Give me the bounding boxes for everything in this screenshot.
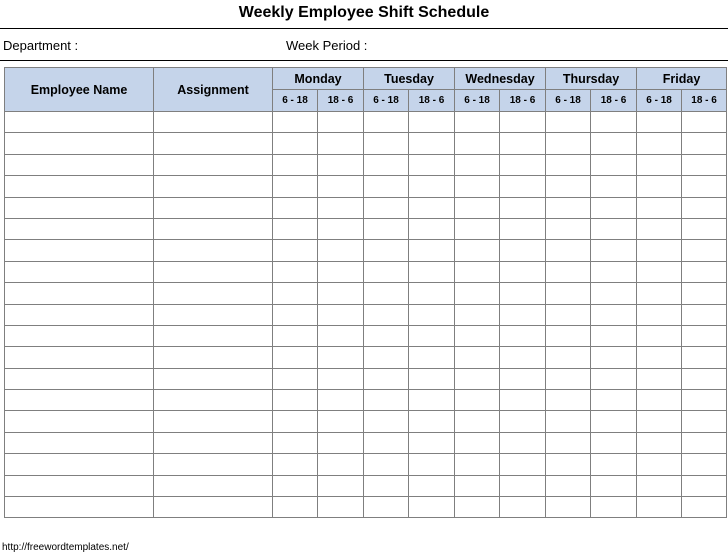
shift-cell[interactable]: [409, 325, 455, 346]
shift-cell[interactable]: [591, 304, 637, 325]
shift-cell[interactable]: [409, 240, 455, 261]
employee-name-cell[interactable]: [5, 261, 154, 282]
shift-cell[interactable]: [409, 154, 455, 175]
table-row: [5, 411, 727, 432]
shift-cell[interactable]: [364, 325, 409, 346]
shift-cell[interactable]: [318, 475, 364, 496]
shift-cell[interactable]: [500, 347, 546, 368]
shift-cell[interactable]: [318, 218, 364, 239]
shift-cell[interactable]: [591, 497, 637, 518]
shift-cell[interactable]: [455, 432, 500, 453]
shift-cell[interactable]: [364, 432, 409, 453]
shift-cell[interactable]: [591, 240, 637, 261]
shift-cell[interactable]: [637, 454, 682, 475]
day-header-wednesday: Wednesday: [455, 68, 546, 90]
shift-cell[interactable]: [500, 133, 546, 154]
shift-cell[interactable]: [318, 154, 364, 175]
shift-cell[interactable]: [409, 133, 455, 154]
shift-cell[interactable]: [500, 112, 546, 133]
shift-cell[interactable]: [409, 390, 455, 411]
shift-cell[interactable]: [682, 197, 727, 218]
shift-cell[interactable]: [591, 432, 637, 453]
employee-name-header: Employee Name: [5, 68, 154, 112]
shift-cell[interactable]: [409, 497, 455, 518]
shift-cell[interactable]: [409, 176, 455, 197]
shift-cell[interactable]: [318, 454, 364, 475]
shift-cell[interactable]: [318, 133, 364, 154]
shift-cell[interactable]: [318, 112, 364, 133]
shift-cell[interactable]: [455, 240, 500, 261]
shift-cell[interactable]: [409, 283, 455, 304]
shift-cell[interactable]: [546, 304, 591, 325]
shift-cell[interactable]: [273, 154, 318, 175]
day-header-friday: Friday: [637, 68, 727, 90]
shift-cell[interactable]: [637, 497, 682, 518]
shift-cell[interactable]: [546, 197, 591, 218]
shift-cell[interactable]: [682, 176, 727, 197]
shift-cell[interactable]: [455, 497, 500, 518]
assignment-header: Assignment: [154, 68, 273, 112]
shift-cell[interactable]: [364, 304, 409, 325]
shift-cell[interactable]: [409, 368, 455, 389]
shift-cell[interactable]: [591, 390, 637, 411]
assignment-cell[interactable]: [154, 283, 273, 304]
shift-cell[interactable]: [500, 497, 546, 518]
shift-cell[interactable]: [637, 218, 682, 239]
shift-cell[interactable]: [409, 304, 455, 325]
shift-cell[interactable]: [546, 347, 591, 368]
employee-name-cell[interactable]: [5, 154, 154, 175]
shift-cell[interactable]: [273, 240, 318, 261]
shift-cell[interactable]: [637, 112, 682, 133]
shift-cell[interactable]: [318, 176, 364, 197]
shift-cell[interactable]: [364, 411, 409, 432]
shift-cell[interactable]: [273, 347, 318, 368]
shift-cell[interactable]: [682, 283, 727, 304]
shift-cell[interactable]: [637, 261, 682, 282]
shift-cell[interactable]: [500, 390, 546, 411]
shift-cell[interactable]: [364, 390, 409, 411]
shift-cell[interactable]: [318, 304, 364, 325]
shift-cell[interactable]: [637, 283, 682, 304]
schedule-body: [5, 112, 727, 518]
shift-cell[interactable]: [500, 218, 546, 239]
shift-cell[interactable]: [591, 197, 637, 218]
shift-cell[interactable]: [682, 497, 727, 518]
shift-cell[interactable]: [273, 112, 318, 133]
shift-cell[interactable]: [591, 176, 637, 197]
shift-cell[interactable]: [364, 240, 409, 261]
shift-cell[interactable]: [637, 197, 682, 218]
shift-cell[interactable]: [591, 261, 637, 282]
assignment-cell[interactable]: [154, 133, 273, 154]
shift-cell[interactable]: [455, 154, 500, 175]
shift-cell[interactable]: [500, 432, 546, 453]
assignment-cell[interactable]: [154, 154, 273, 175]
assignment-cell[interactable]: [154, 261, 273, 282]
assignment-cell[interactable]: [154, 325, 273, 346]
shift-cell[interactable]: [273, 432, 318, 453]
shift-cell[interactable]: [364, 283, 409, 304]
shift-cell[interactable]: [318, 240, 364, 261]
employee-name-cell[interactable]: [5, 368, 154, 389]
employee-name-cell[interactable]: [5, 325, 154, 346]
shift-cell[interactable]: [637, 475, 682, 496]
table-row: [5, 240, 727, 261]
shift-cell[interactable]: [682, 432, 727, 453]
shift-cell[interactable]: [682, 218, 727, 239]
shift-cell[interactable]: [364, 133, 409, 154]
assignment-cell[interactable]: [154, 454, 273, 475]
shift-cell[interactable]: [546, 325, 591, 346]
shift-cell[interactable]: [637, 133, 682, 154]
table-row: [5, 304, 727, 325]
table-row: [5, 497, 727, 518]
shift-cell[interactable]: [455, 304, 500, 325]
shift-cell[interactable]: [546, 368, 591, 389]
shift-cell[interactable]: [318, 197, 364, 218]
shift-cell[interactable]: [546, 497, 591, 518]
shift-cell[interactable]: [318, 390, 364, 411]
shift-cell[interactable]: [500, 240, 546, 261]
shift-cell[interactable]: [637, 325, 682, 346]
table-row: [5, 176, 727, 197]
shift-cell[interactable]: [500, 304, 546, 325]
shift-cell[interactable]: [273, 218, 318, 239]
employee-name-cell[interactable]: [5, 411, 154, 432]
shift-cell[interactable]: [273, 304, 318, 325]
shift-cell[interactable]: [409, 475, 455, 496]
fields-divider: [0, 60, 728, 61]
shift-cell[interactable]: [455, 390, 500, 411]
table-row: [5, 112, 727, 133]
shift-cell[interactable]: [591, 411, 637, 432]
shift-cell[interactable]: [682, 261, 727, 282]
employee-name-cell[interactable]: [5, 390, 154, 411]
assignment-cell[interactable]: [154, 176, 273, 197]
shift-cell[interactable]: [364, 218, 409, 239]
shift-cell[interactable]: [637, 411, 682, 432]
shift-cell[interactable]: [682, 325, 727, 346]
shift-cell[interactable]: [455, 347, 500, 368]
shift-header-monday-day: 6 - 18: [273, 90, 318, 112]
shift-cell[interactable]: [273, 411, 318, 432]
day-header-monday: Monday: [273, 68, 364, 90]
shift-header-wednesday-night: 18 - 6: [500, 90, 546, 112]
shift-cell[interactable]: [546, 112, 591, 133]
shift-cell[interactable]: [682, 411, 727, 432]
table-row: [5, 283, 727, 304]
shift-cell[interactable]: [500, 283, 546, 304]
shift-cell[interactable]: [364, 497, 409, 518]
department-label: Department :: [3, 38, 79, 53]
employee-name-cell[interactable]: [5, 454, 154, 475]
shift-cell[interactable]: [546, 411, 591, 432]
table-row: [5, 261, 727, 282]
shift-cell[interactable]: [546, 176, 591, 197]
shift-cell[interactable]: [682, 154, 727, 175]
shift-cell[interactable]: [455, 411, 500, 432]
table-row: [5, 454, 727, 475]
shift-cell[interactable]: [546, 390, 591, 411]
assignment-cell[interactable]: [154, 240, 273, 261]
shift-cell[interactable]: [455, 454, 500, 475]
shift-header-tuesday-night: 18 - 6: [409, 90, 455, 112]
shift-cell[interactable]: [591, 154, 637, 175]
shift-cell[interactable]: [318, 347, 364, 368]
shift-cell[interactable]: [318, 368, 364, 389]
employee-name-cell[interactable]: [5, 218, 154, 239]
shift-cell[interactable]: [591, 454, 637, 475]
shift-cell[interactable]: [409, 411, 455, 432]
shift-cell[interactable]: [455, 368, 500, 389]
shift-cell[interactable]: [637, 368, 682, 389]
week-period-label: Week Period :: [286, 38, 368, 53]
shift-cell[interactable]: [364, 112, 409, 133]
footer-url: http://freewordtemplates.net/: [2, 542, 129, 553]
shift-cell[interactable]: [500, 475, 546, 496]
shift-cell[interactable]: [273, 475, 318, 496]
shift-cell[interactable]: [318, 432, 364, 453]
shift-cell[interactable]: [273, 133, 318, 154]
table-row: [5, 432, 727, 453]
day-header-tuesday: Tuesday: [364, 68, 455, 90]
shift-cell[interactable]: [546, 133, 591, 154]
shift-cell[interactable]: [273, 368, 318, 389]
shift-cell[interactable]: [318, 411, 364, 432]
assignment-cell[interactable]: [154, 475, 273, 496]
assignment-cell[interactable]: [154, 218, 273, 239]
shift-cell[interactable]: [591, 112, 637, 133]
shift-cell[interactable]: [637, 176, 682, 197]
shift-cell[interactable]: [546, 475, 591, 496]
shift-cell[interactable]: [455, 176, 500, 197]
assignment-cell[interactable]: [154, 411, 273, 432]
shift-cell[interactable]: [409, 432, 455, 453]
shift-cell[interactable]: [591, 475, 637, 496]
shift-cell[interactable]: [455, 283, 500, 304]
shift-cell[interactable]: [455, 325, 500, 346]
shift-cell[interactable]: [637, 240, 682, 261]
shift-cell[interactable]: [273, 497, 318, 518]
shift-cell[interactable]: [409, 347, 455, 368]
shift-cell[interactable]: [682, 368, 727, 389]
shift-cell[interactable]: [682, 112, 727, 133]
shift-cell[interactable]: [364, 197, 409, 218]
shift-cell[interactable]: [455, 112, 500, 133]
shift-cell[interactable]: [364, 475, 409, 496]
shift-cell[interactable]: [591, 283, 637, 304]
shift-cell[interactable]: [273, 283, 318, 304]
employee-name-cell[interactable]: [5, 304, 154, 325]
shift-cell[interactable]: [637, 304, 682, 325]
assignment-cell[interactable]: [154, 432, 273, 453]
assignment-cell[interactable]: [154, 368, 273, 389]
shift-cell[interactable]: [546, 261, 591, 282]
assignment-cell[interactable]: [154, 112, 273, 133]
table-row: [5, 197, 727, 218]
shift-cell[interactable]: [318, 261, 364, 282]
shift-cell[interactable]: [637, 390, 682, 411]
shift-header-tuesday-day: 6 - 18: [364, 90, 409, 112]
shift-cell[interactable]: [273, 261, 318, 282]
shift-cell[interactable]: [318, 283, 364, 304]
shift-header-monday-night: 18 - 6: [318, 90, 364, 112]
shift-cell[interactable]: [546, 432, 591, 453]
shift-cell[interactable]: [591, 133, 637, 154]
shift-cell[interactable]: [637, 432, 682, 453]
shift-cell[interactable]: [682, 133, 727, 154]
assignment-cell[interactable]: [154, 347, 273, 368]
day-header-thursday: Thursday: [546, 68, 637, 90]
shift-cell[interactable]: [455, 197, 500, 218]
shift-cell[interactable]: [409, 218, 455, 239]
shift-header-friday-day: 6 - 18: [637, 90, 682, 112]
shift-cell[interactable]: [500, 454, 546, 475]
shift-cell[interactable]: [409, 197, 455, 218]
shift-cell[interactable]: [500, 411, 546, 432]
shift-cell[interactable]: [591, 347, 637, 368]
shift-cell[interactable]: [546, 240, 591, 261]
shift-cell[interactable]: [500, 154, 546, 175]
shift-header-thursday-day: 6 - 18: [546, 90, 591, 112]
employee-name-cell[interactable]: [5, 197, 154, 218]
employee-name-cell[interactable]: [5, 283, 154, 304]
shift-cell[interactable]: [591, 218, 637, 239]
shift-cell[interactable]: [455, 218, 500, 239]
shift-cell[interactable]: [682, 347, 727, 368]
shift-cell[interactable]: [546, 218, 591, 239]
employee-name-cell[interactable]: [5, 133, 154, 154]
shift-cell[interactable]: [455, 475, 500, 496]
shift-header-friday-night: 18 - 6: [682, 90, 727, 112]
shift-cell[interactable]: [273, 454, 318, 475]
employee-name-cell[interactable]: [5, 112, 154, 133]
shift-cell[interactable]: [500, 197, 546, 218]
shift-cell[interactable]: [273, 176, 318, 197]
shift-cell[interactable]: [318, 325, 364, 346]
shift-cell[interactable]: [364, 368, 409, 389]
shift-cell[interactable]: [409, 112, 455, 133]
shift-cell[interactable]: [364, 176, 409, 197]
page-title: Weekly Employee Shift Schedule: [238, 4, 490, 21]
assignment-cell[interactable]: [154, 197, 273, 218]
title-divider: [0, 28, 728, 29]
shift-cell[interactable]: [546, 154, 591, 175]
shift-cell[interactable]: [455, 133, 500, 154]
shift-cell[interactable]: [318, 497, 364, 518]
shift-header-thursday-night: 18 - 6: [591, 90, 637, 112]
shift-cell[interactable]: [637, 154, 682, 175]
shift-cell[interactable]: [682, 240, 727, 261]
table-row: [5, 133, 727, 154]
shift-cell[interactable]: [682, 454, 727, 475]
shift-cell[interactable]: [682, 475, 727, 496]
table-row: [5, 368, 727, 389]
shift-cell[interactable]: [682, 304, 727, 325]
shift-cell[interactable]: [273, 390, 318, 411]
employee-name-cell[interactable]: [5, 240, 154, 261]
shift-cell[interactable]: [546, 283, 591, 304]
shift-header-wednesday-day: 6 - 18: [455, 90, 500, 112]
employee-name-cell[interactable]: [5, 176, 154, 197]
assignment-cell[interactable]: [154, 390, 273, 411]
table-row: [5, 390, 727, 411]
header-row-days: [5, 68, 727, 90]
shift-cell[interactable]: [273, 197, 318, 218]
shift-cell[interactable]: [637, 347, 682, 368]
employee-name-cell[interactable]: [5, 347, 154, 368]
table-row: [5, 347, 727, 368]
shift-schedule-table: [4, 67, 727, 518]
employee-name-cell[interactable]: [5, 432, 154, 453]
shift-cell[interactable]: [591, 368, 637, 389]
table-row: [5, 218, 727, 239]
table-row: [5, 475, 727, 496]
shift-cell[interactable]: [500, 325, 546, 346]
shift-cell[interactable]: [273, 325, 318, 346]
shift-cell[interactable]: [682, 390, 727, 411]
assignment-cell[interactable]: [154, 304, 273, 325]
table-row: [5, 325, 727, 346]
shift-cell[interactable]: [591, 325, 637, 346]
shift-cell[interactable]: [546, 454, 591, 475]
shift-cell[interactable]: [364, 454, 409, 475]
shift-cell[interactable]: [409, 454, 455, 475]
shift-cell[interactable]: [409, 261, 455, 282]
shift-cell[interactable]: [455, 261, 500, 282]
shift-cell[interactable]: [364, 154, 409, 175]
table-row: [5, 154, 727, 175]
shift-cell[interactable]: [500, 368, 546, 389]
employee-name-cell[interactable]: [5, 475, 154, 496]
shift-cell[interactable]: [364, 261, 409, 282]
shift-cell[interactable]: [500, 261, 546, 282]
shift-cell[interactable]: [500, 176, 546, 197]
employee-name-cell[interactable]: [5, 497, 154, 518]
assignment-cell[interactable]: [154, 497, 273, 518]
shift-cell[interactable]: [364, 347, 409, 368]
